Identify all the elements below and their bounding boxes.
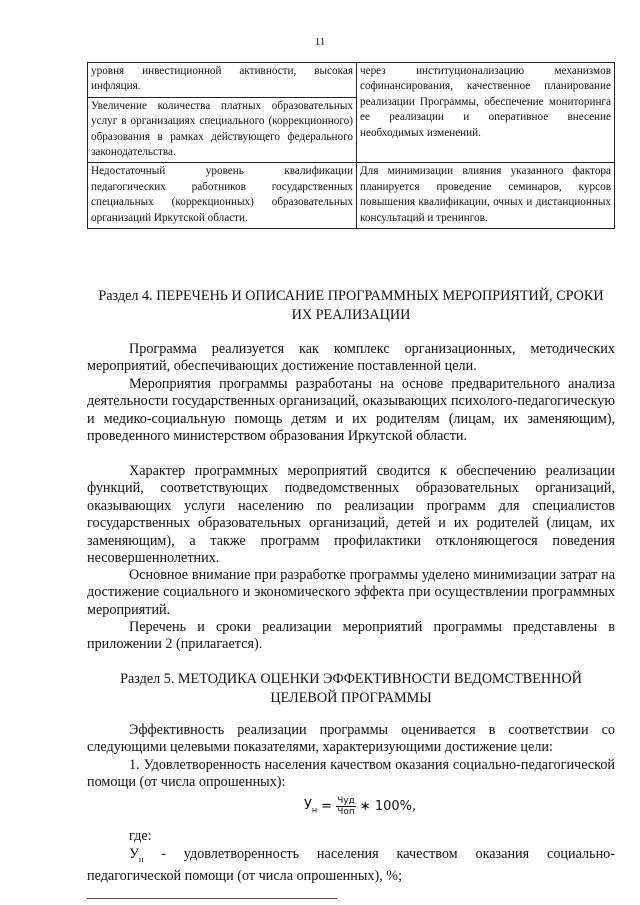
table-cell-risk: Недостаточный уровень квалификации педагогических работников государственных специальных (коррекционных) образовательных организаций Иркутской области. [88, 163, 357, 229]
table-row [88, 63, 615, 98]
where-label: где: [129, 828, 152, 844]
table-cell-measure: через институционализацию механизмов софинансирования, качественное планирование реализации Программы, обеспечение мониторинга ее реализации и оперативное внесение необходимых изменений. [357, 63, 615, 163]
table-cell-risk: уровня инвестиционной активности, высокая инфляция. [88, 63, 357, 98]
paragraph: Эффективность реализации программы оценивается в соответствии со следующими целевыми показателями, характеризующими достижение цели: [87, 722, 615, 756]
paragraph: 1. Удовлетворенность населения качеством оказания социально-педагогической помощи (от числа опрошенных): [87, 757, 615, 791]
paragraph: Основное внимание при разработке программы уделено минимизации затрат на достижение социального и экономического эффекта при осуществлении программных мероприятий. [87, 567, 615, 618]
table-cell-risk: Увеличение количества платных образовательных услуг в организациях специального (коррекционного) образования в рамках действующего федерального законодательства. [88, 97, 357, 163]
footer-rule [87, 898, 337, 899]
definition-paragraph: $У_н$ - удовлетворенность населения качеством оказания социально-педагогической помощи (от числа опрошенных), %; [87, 846, 615, 885]
paragraph: Перечень и сроки реализации мероприятий программы представлены в приложении 2 (прилагается). [87, 619, 615, 653]
formula-lhs: $У_н$ [304, 798, 318, 815]
paragraph: Программа реализуется как комплекс организационных, методических мероприятий, обеспечивающих достижение поставленной цели. [87, 341, 615, 375]
formula-equals: = [321, 799, 333, 814]
formula-fraction: $\frac{\text{Чуд}}{\text{Чоп}}$ [337, 796, 355, 817]
section-4-heading: Раздел 4. ПЕРЕЧЕНЬ И ОПИСАНИЕ ПРОГРАММНЫХ МЕРОПРИЯТИЙ, СРОКИ ИХ РЕАЛИЗАЦИИ [98, 288, 604, 323]
satisfaction-formula [304, 796, 416, 817]
table-row [88, 163, 615, 229]
table-cell-measure: Для минимизации влияния указанного фактора планируется проведение семинаров, курсов повышения квалификации, очных и дистанционных консультаций и тренингов. [357, 163, 615, 229]
risk-table [87, 62, 615, 229]
paragraph: Мероприятия программы разработаны на основе предварительного анализа деятельности государственных организаций, оказывающих психолого-педагогическую и медико-социальную помощь детям и их родителям (лицам, их заменяющим), проведенного министерством образования Иркутской области. [87, 376, 615, 445]
formula-tail: ∗ 100%, [359, 799, 417, 814]
page-number: 11 [314, 36, 326, 48]
paragraph: Характер программных мероприятий сводится к обеспечению реализации функций, соответствующих подведомственных образовательных организаций, оказывающих услуги населению по реализации программ для специалистов государственных образовательных организаций, детей и их родителей (лицам, их заменяющим), а также программ профилактики отклоняющегося поведения несовершеннолетних. [87, 463, 615, 567]
section-5-heading: Раздел 5. МЕТОДИКА ОЦЕНКИ ЭФФЕКТИВНОСТИ ВЕДОМСТВЕННОЙ ЦЕЛЕВОЙ ПРОГРАММЫ [120, 671, 582, 706]
